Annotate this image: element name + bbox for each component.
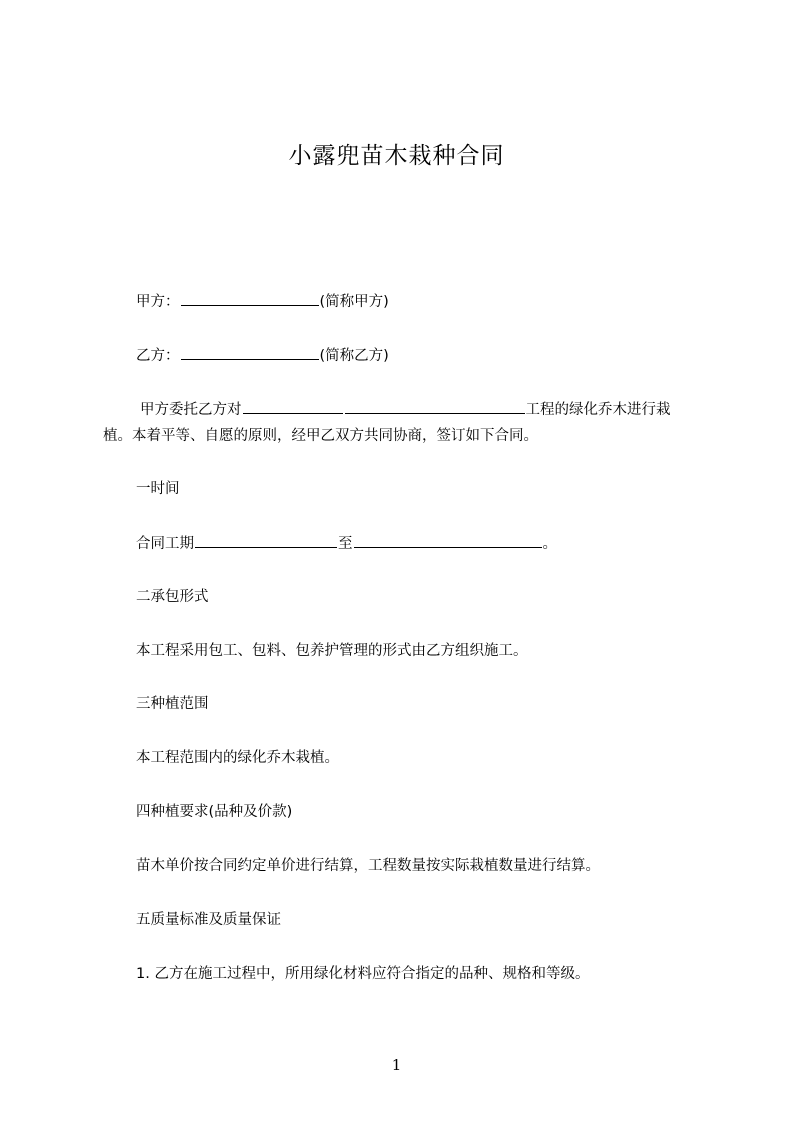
section1-text	[136, 533, 557, 554]
section5-heading: 五质量标准及质量保证	[136, 912, 281, 928]
document-title: 小露兜苗木栽种合同	[288, 143, 505, 169]
party-a-suffix: (简称甲方)	[319, 294, 389, 310]
party-a-blank	[181, 291, 319, 306]
section4-text: 苗木单价按合同约定单价进行结算，工程数量按实际栽植数量进行结算。	[136, 858, 600, 874]
section1-heading: 一时间	[136, 481, 180, 497]
section1-text-before: 合同工期	[136, 536, 194, 552]
party-a-label: 甲方：	[136, 294, 180, 310]
section4-heading: 四种植要求(品种及价款)	[136, 804, 293, 820]
section3-heading: 三种植范围	[136, 696, 209, 712]
intro-blank-2	[345, 399, 525, 414]
section1-text-after: 。	[542, 536, 557, 552]
intro-part3: 植。本着平等、自愿的原则，经甲乙双方共同协商，签订如下合同。	[103, 428, 538, 444]
party-b-suffix: (简称乙方)	[319, 348, 389, 364]
section2-heading: 二承包形式	[136, 589, 209, 605]
party-b-blank	[181, 345, 319, 360]
intro-line-2	[103, 426, 538, 446]
party-b-line	[136, 345, 389, 366]
period-start-blank	[195, 533, 337, 548]
section2-text: 本工程采用包工、包料、包养护管理的形式由乙方组织施工。	[136, 643, 528, 659]
intro-line-1	[140, 399, 671, 420]
party-b-label: 乙方：	[136, 348, 180, 364]
intro-blank-1	[243, 399, 343, 414]
section5-item1: 1. 乙方在施工过程中，所用绿化材料应符合指定的品种、规格和等级。	[136, 966, 590, 982]
section1-text-middle: 至	[338, 536, 353, 552]
intro-part2: 工程的绿化乔木进行栽	[525, 402, 671, 418]
section3-text: 本工程范围内的绿化乔木栽植。	[136, 750, 339, 766]
page-number: 1	[391, 1056, 402, 1074]
period-end-blank	[354, 533, 542, 548]
party-a-line	[136, 291, 389, 312]
intro-part1: 甲方委托乙方对	[140, 402, 242, 418]
